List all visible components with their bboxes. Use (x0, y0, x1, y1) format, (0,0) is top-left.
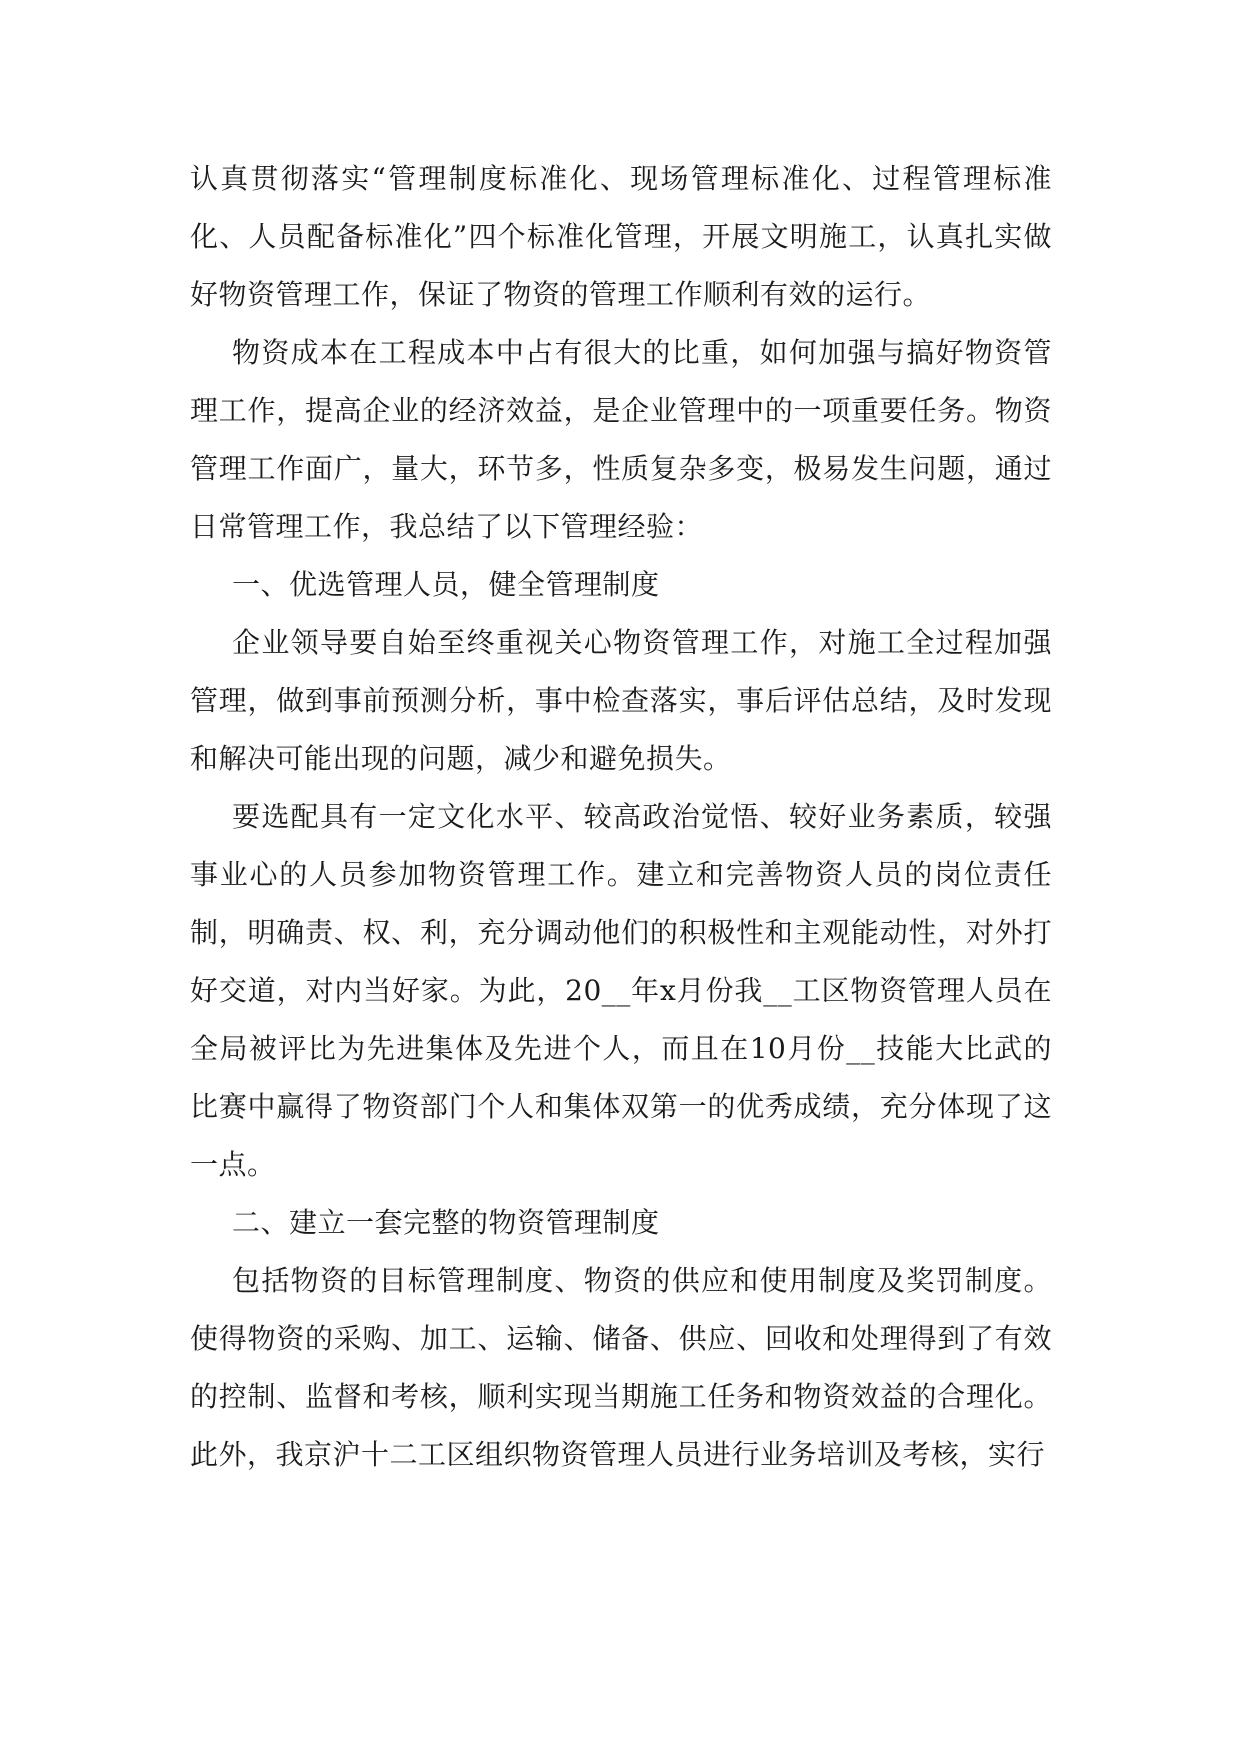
section-heading-1: 一、优选管理人员，健全管理制度 (232, 568, 660, 601)
section-heading-2: 二、建立一套完整的物资管理制度 (232, 1206, 660, 1239)
paragraph-leadership: 企业领导要自始至终重视关心物资管理工作，对施工全过程加强管理，做到事前预测分析，事中检查落实，事后评估总结，及时发现和解决可能出现的问题，减少和避免损失。 (190, 626, 1052, 775)
document-body (190, 150, 1052, 1484)
paragraph-management-system: 包括物资的目标管理制度、物资的供应和使用制度及奖罚制度。使得物资的采购、加工、运输、储备、供应、回收和处理得到了有效的控制、监督和考核，顺利实现当期施工任务和物资效益的合理化。此外，我京沪十二工区组织物资管理人员进行业务培训及考核，实行 (190, 1264, 1052, 1471)
paragraph-staffing: 要选配具有一定文化水平、较高政治觉悟、较好业务素质，较强事业心的人员参加物资管理工作。建立和完善物资人员的岗位责任制，明确责、权、利，充分调动他们的积极性和主观能动性，对外打好交道，对内当好家。为此，20__年x月份我__工区物资管理人员在全局被评比为先进集体及先进个人，而且在10月份__技能大比武的比赛中赢得了物资部门个人和集体双第一的优秀成绩，充分体现了这一点。 (190, 800, 1052, 1181)
paragraph-material-cost: 物资成本在工程成本中占有很大的比重，如何加强与搞好物资管理工作，提高企业的经济效益，是企业管理中的一项重要任务。物资管理工作面广，量大，环节多，性质复杂多变，极易发生问题，通过日常管理工作，我总结了以下管理经验： (190, 336, 1052, 543)
paragraph-intro: 认真贯彻落实“管理制度标准化、现场管理标准化、过程管理标准化、人员配备标准化”四个标准化管理，开展文明施工，认真扎实做好物资管理工作，保证了物资的管理工作顺利有效的运行。 (190, 162, 1052, 311)
